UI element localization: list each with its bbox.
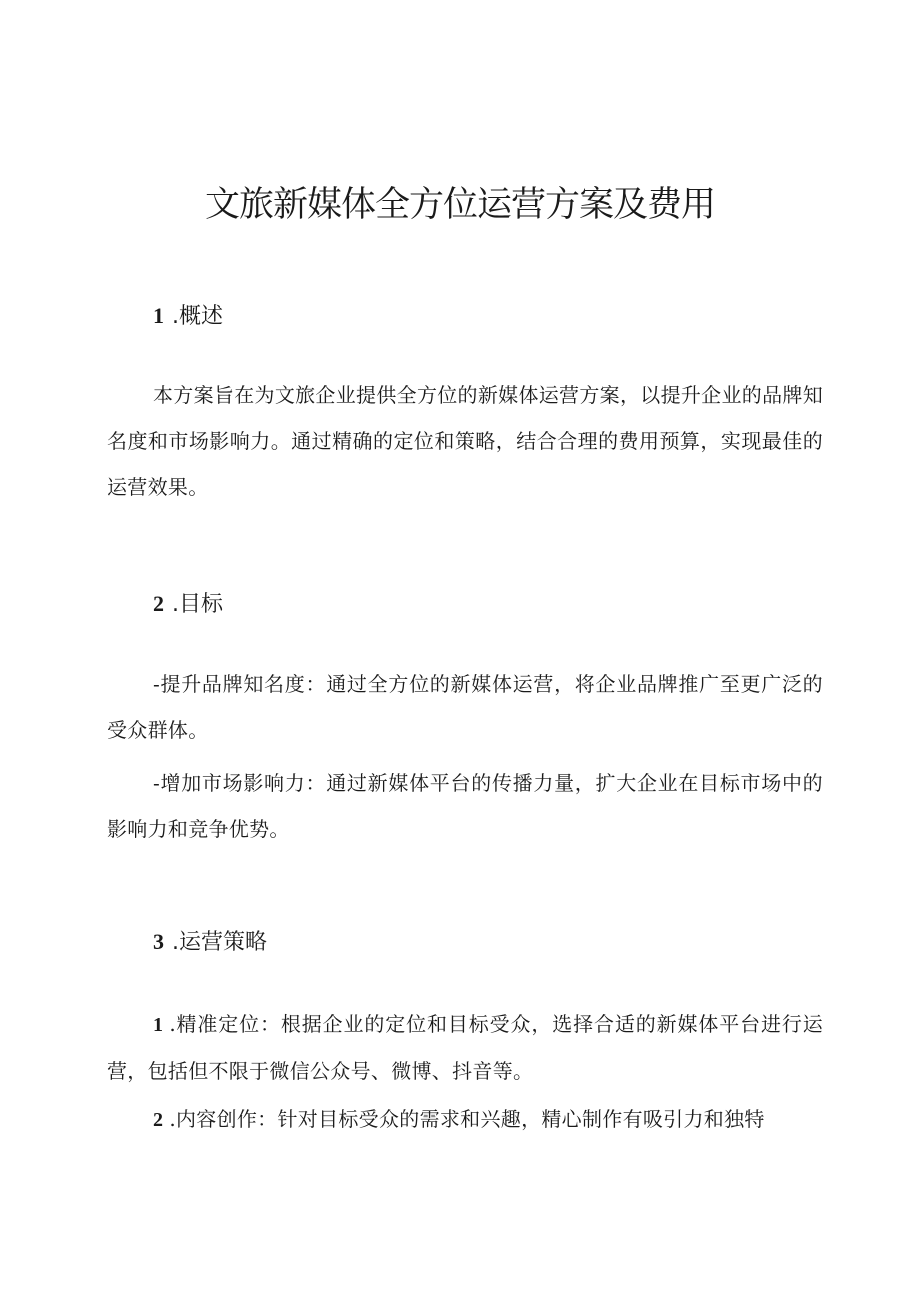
section-number: 1: [153, 303, 164, 328]
item-number: 1: [153, 1014, 164, 1036]
section-heading-goals: [153, 588, 223, 621]
section-number: 3: [153, 929, 164, 954]
goal-item-market-influence: -增加市场影响力：通过新媒体平台的传播力量，扩大企业在目标市场中的影响力和竞争优势。: [107, 771, 823, 841]
section-title: .概述: [172, 304, 223, 329]
strategy-item-positioning: [107, 1001, 823, 1094]
strategy-item-content: [107, 1096, 823, 1143]
item-number: 2: [153, 1109, 164, 1131]
section-heading-strategy: [153, 926, 267, 959]
item-text: .内容创作：针对目标受众的需求和兴趣，精心制作有吸引力和独特: [169, 1107, 765, 1131]
goal-item-brand-awareness: -提升品牌知名度：通过全方位的新媒体运营，将企业品牌推广至更广泛的受众群体。: [107, 672, 823, 742]
section-number: 2: [153, 591, 164, 616]
overview-paragraph: 本方案旨在为文旅企业提供全方位的新媒体运营方案，以提升企业的品牌知名度和市场影响力。通过精确的定位和策略，结合合理的费用预算，实现最佳的运营效果。: [107, 383, 823, 499]
document-title: 文旅新媒体全方位运营方案及费用: [204, 185, 715, 225]
section-heading-overview: [153, 300, 223, 333]
item-text: .精准定位：根据企业的定位和目标受众，选择合适的新媒体平台进行运营，包括但不限于微信公众号、微博、抖音等。: [107, 1012, 823, 1083]
section-title: .运营策略: [172, 930, 267, 955]
section-title: .目标: [172, 592, 223, 617]
